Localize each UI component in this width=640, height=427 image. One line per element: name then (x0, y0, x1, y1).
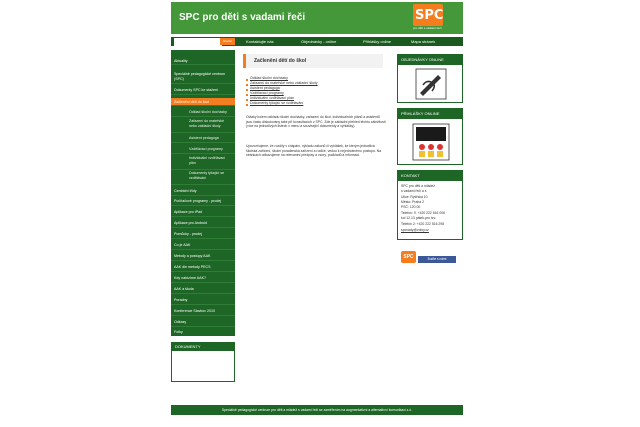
sidebar-item-skola[interactable]: AAK a škola (171, 285, 235, 294)
page-header (171, 2, 463, 34)
sidebar-item-android[interactable]: Aplikace pro Android (171, 219, 235, 228)
contact-line: SPC pro děti a mládež (401, 184, 435, 188)
contact-email-link[interactable]: spcvady@volny.cz (401, 228, 429, 232)
site-title[interactable]: SPC pro děti s vadami řeči (179, 12, 306, 23)
sidebar-item-aktuality[interactable]: Aktuality (171, 58, 235, 65)
sidebar-item-zarazeni[interactable]: Zařazení do mateřské nebo základní školy (171, 119, 235, 133)
link-programy[interactable]: Vzdělávací programy (250, 91, 284, 95)
spc-badge[interactable]: SPC (401, 251, 416, 263)
notice-paragraph: Upozorňujeme, že rozdíly v chápání, výkladu zákonů či vyhlášek, ke kterým jednotlivá školská zařízení, školní poradenská zařízení a rodiče, vedou k nejednotnému postupu. Na stránkách odkazujeme na relevantní předpisy a vzory, podkladů a informací. (246, 144, 382, 158)
applications-online-box[interactable] (397, 108, 463, 165)
nav-orders[interactable]: Objednávky - online (301, 39, 337, 44)
contact-line: Město: Praha 2 (401, 200, 424, 204)
sidebar-item-poradny[interactable]: Poradny (171, 296, 235, 305)
search-input[interactable] (174, 38, 222, 46)
applications-online-title[interactable]: PŘIHLÁŠKY ONLINE (398, 109, 462, 119)
link-odklad[interactable]: Odklad školní docházky (250, 76, 288, 80)
contact-line: Telefon 2: +420 222 516 298 (401, 222, 445, 226)
bullet-icon (246, 79, 248, 81)
orders-online-box[interactable] (397, 54, 463, 103)
orders-online-title[interactable]: OBJEDNÁVKY ONLINE (398, 55, 462, 65)
page-footer: Speciálně pedagogické centrum pro děti a mládež s vadami řeči se zaměřením na augmentativní a alternativní komunikaci z.ú. (171, 405, 463, 415)
sidebar-item-fotky[interactable]: Fotky (174, 330, 183, 334)
sidebar-menu (171, 50, 235, 336)
sidebar-item-kdy[interactable]: Kdy nabízíme AAK? (171, 274, 235, 283)
sidebar-item-plan[interactable]: Individuální vzdělávací plán (171, 156, 235, 170)
sidebar-item-konference[interactable]: Konference Slavkov 2010 (171, 307, 235, 316)
bullet-icon (246, 99, 248, 101)
nav-contact[interactable]: Kontaktujte nás (246, 39, 274, 44)
intro-paragraph: Otázky kolem odkladu školní docházky, zařazení do škol, individuálních plánů a asistentů jsou často diskutovány také při konzultacích v SPC. Zde je základní přehled těchto záležitostí (více na jednotlivých listech v menu a související dokumenty a vyhlášky). (246, 115, 386, 129)
contact-line: kol 12.13 pátek-pro tzv. (401, 216, 436, 220)
contact-box (397, 170, 463, 240)
contact-box-title: KONTAKT (398, 171, 462, 181)
sidebar-item-pocitacove[interactable]: Počítačové programy - prodej (171, 197, 235, 206)
search-button[interactable]: Hledat (220, 38, 235, 45)
hand-writing-icon[interactable] (414, 67, 448, 101)
sidebar-item-dokumenty[interactable]: Dokumenty SPC ke stažení (171, 86, 235, 95)
social-badge[interactable]: Buďte s námi (418, 256, 456, 263)
classroom-icon[interactable] (412, 123, 450, 161)
bullet-icon (246, 104, 248, 106)
sidebar-item-odkazy[interactable]: Odkazy (171, 318, 235, 327)
sidebar-item-asistent[interactable]: Asistent pedagoga (171, 134, 235, 143)
bullet-icon (246, 84, 248, 86)
sidebar-item-pomucky[interactable]: Pomůcky - prodej (171, 230, 235, 239)
sidebar-item-programy[interactable]: Vzdělávací programy (171, 145, 235, 154)
sidebar-item-metody[interactable]: Metody a postupy AAK (171, 252, 235, 261)
bullet-icon (246, 89, 248, 91)
contact-line: s vadami řeči a s (401, 189, 427, 193)
nav-applications[interactable]: Přihlášky online (363, 39, 392, 44)
sidebar-item-centralni[interactable]: Centrální třídy (171, 187, 235, 196)
spc-logo[interactable] (413, 4, 443, 32)
sidebar-item-pecs[interactable]: AAK dle metody PECS (171, 263, 235, 272)
page-title: Začlenění dětí do škol (243, 54, 383, 68)
sidebar-item-odklad[interactable]: Odklad školní docházky (171, 108, 235, 117)
documents-box-title: DOKUMENTY (172, 343, 234, 351)
bullet-icon (246, 94, 248, 96)
link-zarazeni[interactable]: Zařazení do mateřské nebo základní školy (250, 81, 318, 85)
top-nav-bar (171, 37, 463, 46)
contact-line: PSČ: 120 00 (401, 205, 421, 209)
contact-line: Telefon: 9. +420 222 516 006 (401, 211, 446, 215)
sidebar-item-dokumenty-vzdelavani[interactable]: Dokumenty týkající se vzdělávání (171, 171, 235, 185)
contact-line: Ulice: Rytířská 10 (401, 195, 428, 199)
link-plan[interactable]: Individuální vzdělávací plán (250, 96, 294, 100)
link-asistent[interactable]: Asistent pedagoga (250, 86, 280, 90)
documents-box (171, 342, 235, 382)
sidebar-item-ipad[interactable]: Aplikace pro iPad (171, 208, 235, 217)
link-dokumenty[interactable]: Dokumenty týkající se vzdělávání (250, 101, 304, 105)
sidebar-item-spc[interactable]: Speciálně pedagogické centrum (SPC) (171, 72, 235, 84)
sidebar-item-aak[interactable]: Co je AAK (171, 241, 235, 250)
logo-text: SPC (415, 8, 444, 23)
nav-sitemap[interactable]: Mapa stránek (411, 39, 436, 44)
logo-subtitle: pro děti s vadami řeči (413, 26, 442, 30)
sidebar-item-zacleneni[interactable]: Začlenění dětí do škol (171, 98, 235, 106)
